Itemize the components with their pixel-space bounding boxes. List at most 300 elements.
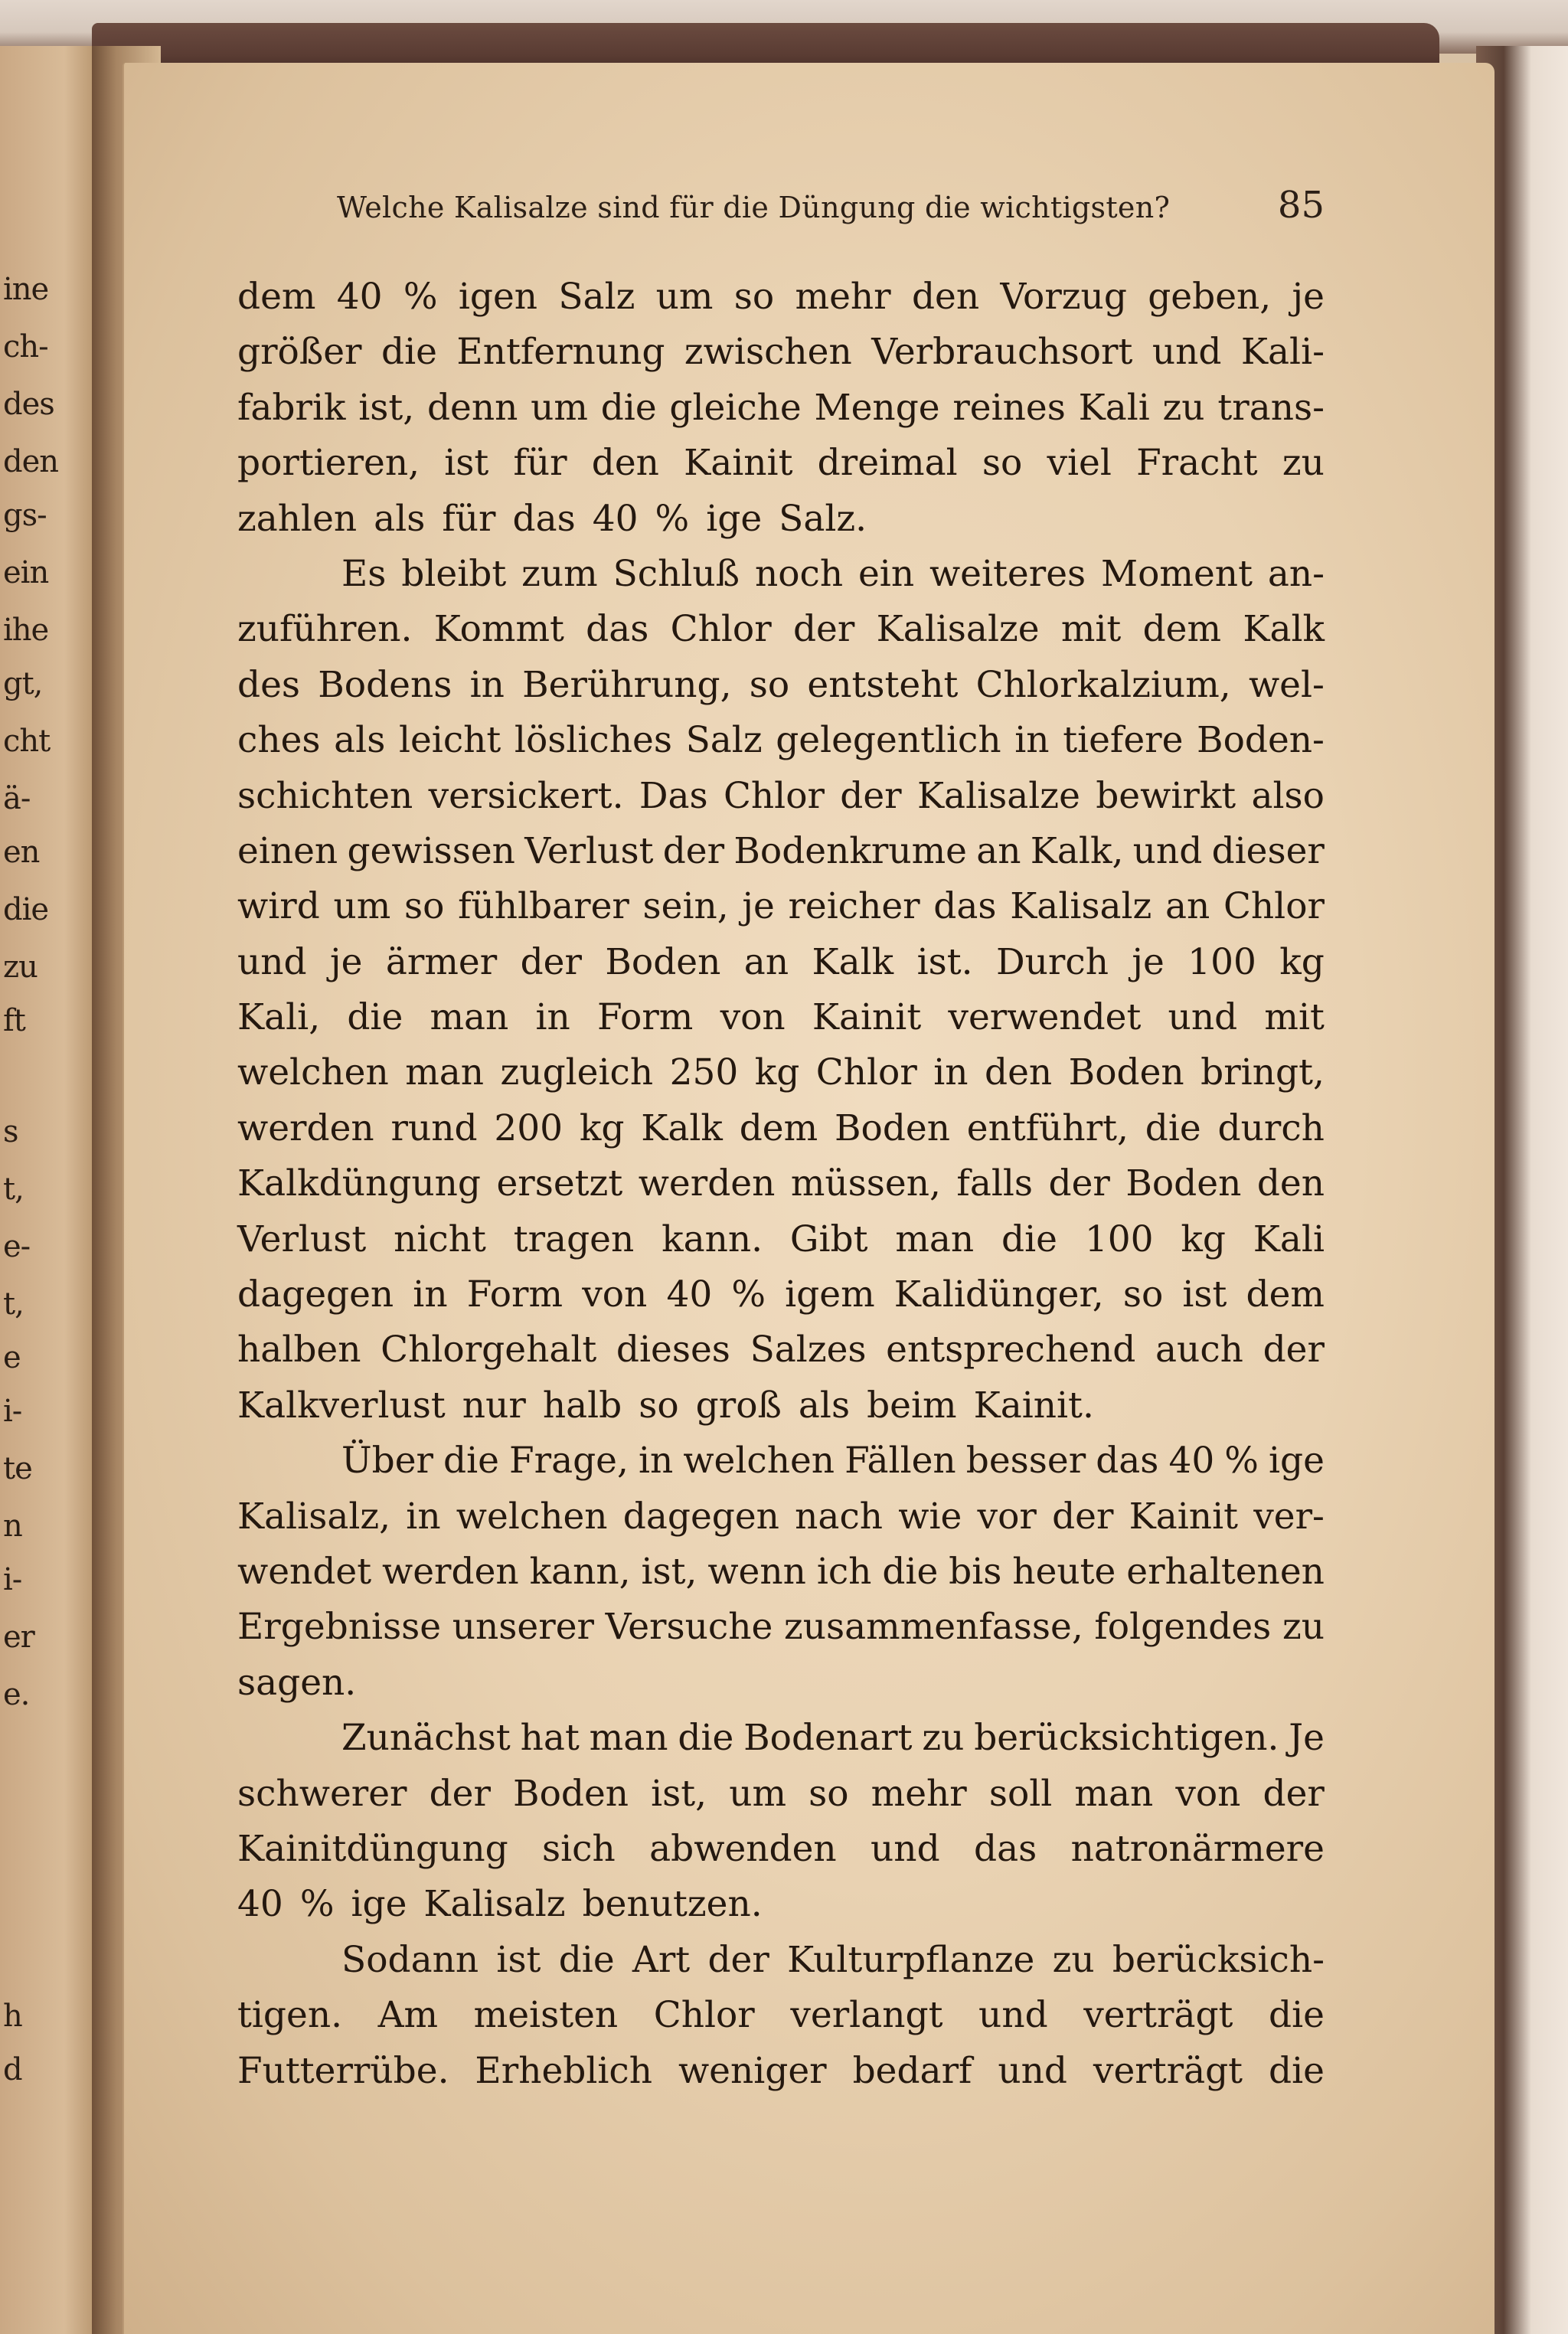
word: Entfernung <box>456 331 665 374</box>
text-line <box>237 436 1325 491</box>
word: benutzen. <box>582 1883 763 1926</box>
word: folgendes <box>1094 1606 1272 1649</box>
word: kg <box>754 1051 800 1094</box>
word: das <box>1096 1440 1159 1482</box>
word: von <box>1175 1772 1241 1815</box>
word: dieser <box>1211 829 1325 872</box>
word: Am <box>377 1994 439 2037</box>
word: Kainit <box>812 996 922 1039</box>
word: igem <box>785 1273 875 1316</box>
word: Zunächst <box>341 1717 511 1760</box>
word: reines <box>952 386 1066 429</box>
word: 40 <box>666 1273 713 1316</box>
word: und <box>871 1827 940 1870</box>
word: leicht <box>398 719 501 762</box>
word: so <box>639 1384 679 1427</box>
word: für <box>513 442 567 485</box>
word: die <box>1001 1218 1057 1260</box>
word: ver- <box>1253 1495 1325 1538</box>
word: hat <box>520 1717 580 1760</box>
word: dreimal <box>817 442 958 485</box>
word: Fällen <box>844 1440 956 1482</box>
word: ist <box>444 442 489 485</box>
text-line <box>237 879 1325 934</box>
word: die <box>381 331 437 374</box>
left-facing-page <box>0 46 107 2334</box>
text-line <box>237 1433 1325 1489</box>
word: die <box>600 386 657 429</box>
word: die <box>1269 1994 1325 2037</box>
word: dem <box>739 1107 818 1149</box>
word: nach <box>795 1495 884 1538</box>
word: das <box>933 885 997 928</box>
word: der <box>662 829 725 872</box>
word: Menge <box>814 386 940 429</box>
word: den <box>591 442 659 485</box>
word: Kali- <box>1240 331 1325 374</box>
word: um <box>655 276 714 318</box>
word: sich <box>542 1827 616 1870</box>
word: 40 <box>1168 1440 1215 1482</box>
word: kg <box>1181 1218 1226 1260</box>
word: berücksich- <box>1112 1938 1325 1981</box>
word: Bodens <box>318 663 452 706</box>
word: Kalidünger, <box>893 1273 1104 1316</box>
word: zugleich <box>500 1051 654 1094</box>
text-line <box>237 1378 1325 1433</box>
left-page-fragment: ft <box>3 1003 25 1038</box>
word: halben <box>237 1329 361 1371</box>
word: Erheblich <box>475 2049 653 2092</box>
word: Boden <box>605 940 721 983</box>
word: tigen. <box>237 1994 343 2037</box>
word: Kulturpflanze <box>787 1938 1035 1981</box>
word: welchen <box>456 1495 608 1538</box>
word: ist, <box>651 1772 707 1815</box>
word: in <box>1014 719 1050 762</box>
left-page-fragment: h <box>3 1999 22 2034</box>
left-page-fragment: d <box>3 2052 22 2087</box>
word: bis <box>949 1550 1002 1593</box>
word: den <box>911 276 980 318</box>
word: weniger <box>678 2049 827 2092</box>
word: Salzes <box>750 1329 867 1371</box>
text-line <box>237 1877 1325 1932</box>
word: in <box>535 996 570 1039</box>
word: zu <box>1282 442 1325 485</box>
word: als <box>798 1384 851 1427</box>
word: Boden <box>1068 1051 1184 1094</box>
word: zuführen. <box>237 608 413 651</box>
word: und <box>978 1994 1048 2037</box>
word: Form <box>597 996 694 1039</box>
text-line <box>237 1489 1325 1545</box>
word: je <box>1292 276 1325 318</box>
word: ige <box>351 1883 407 1926</box>
word: Futterrübe. <box>237 2049 449 2092</box>
word: Chlor <box>670 608 772 651</box>
word: Kalisalze <box>876 608 1040 651</box>
word: trans- <box>1217 386 1325 429</box>
word: Schluß <box>612 552 740 595</box>
word: und <box>1168 996 1238 1039</box>
word: lösliches <box>514 719 672 762</box>
word: ist <box>496 1938 541 1981</box>
word: berücksichtigen. <box>974 1717 1279 1760</box>
word: die <box>347 996 403 1039</box>
word: gewissen <box>347 829 515 872</box>
word: bewirkt <box>1096 774 1236 817</box>
word: 40 <box>237 1883 283 1926</box>
word: welchen <box>237 1051 389 1094</box>
word: in <box>638 1440 674 1482</box>
word: 100 <box>1084 1218 1154 1260</box>
word: kann. <box>662 1218 763 1260</box>
word: igen <box>458 276 538 318</box>
word: Salz <box>558 276 635 318</box>
word: der <box>520 940 582 983</box>
word: viel <box>1047 442 1112 485</box>
word: zum <box>521 552 598 595</box>
word: den <box>985 1051 1053 1094</box>
word: ige <box>1269 1440 1325 1482</box>
word: der <box>1263 1772 1325 1815</box>
word: verträgt <box>1093 2049 1243 2092</box>
word: Moment <box>1101 552 1253 595</box>
left-page-fragment: te <box>3 1451 32 1486</box>
word: ersetzt <box>496 1162 623 1205</box>
word: gelegentlich <box>776 719 1001 762</box>
word: Kainit. <box>973 1384 1094 1427</box>
word: wendet <box>237 1550 372 1593</box>
word: bedarf <box>852 2049 972 2092</box>
text-line <box>237 713 1325 768</box>
word: verlangt <box>790 1994 943 2037</box>
left-page-fragment: en <box>3 835 40 870</box>
word: schwerer <box>237 1772 407 1815</box>
word: durch <box>1217 1107 1325 1149</box>
book-cover-edge <box>92 23 1439 69</box>
word: von <box>720 996 786 1039</box>
word: Gibt <box>789 1218 868 1260</box>
word: in <box>469 663 505 706</box>
word: Art <box>632 1938 691 1981</box>
text-line <box>237 1600 1325 1655</box>
word: bringt, <box>1200 1051 1325 1094</box>
word: ist <box>1182 1273 1227 1316</box>
word: % <box>731 1273 766 1316</box>
word: werden <box>638 1162 776 1205</box>
word: ein <box>858 552 915 595</box>
word: des <box>237 663 301 706</box>
word: % <box>1224 1440 1259 1482</box>
word: so <box>403 885 445 928</box>
word: denn <box>426 386 518 429</box>
word: Bodenkrume <box>733 829 967 872</box>
word: und <box>1132 829 1203 872</box>
word: gleiche <box>669 386 802 429</box>
word: der <box>1263 1329 1325 1371</box>
text-line <box>237 492 1325 547</box>
word: unserer <box>452 1606 594 1649</box>
text-line <box>237 1822 1325 1877</box>
word: Verbrauchsort <box>871 331 1133 374</box>
word: Es <box>341 552 387 595</box>
word: % <box>403 276 438 318</box>
text-line <box>237 1045 1325 1100</box>
word: den <box>1256 1162 1325 1205</box>
word: Kali <box>1078 386 1150 429</box>
left-page-fragment: ein <box>3 555 49 590</box>
word: Kalk <box>641 1107 723 1149</box>
left-page-fragment: e. <box>3 1677 30 1712</box>
word: entsteht <box>807 663 959 706</box>
word: die <box>678 1717 734 1760</box>
word: fühlbarer <box>458 885 629 928</box>
word: Chlorkalzium, <box>975 663 1231 706</box>
word: der <box>429 1772 491 1815</box>
word: je <box>742 885 775 928</box>
word: fabrik <box>237 386 346 429</box>
word: das <box>512 497 576 540</box>
word: abwenden <box>649 1827 837 1870</box>
text-line <box>237 270 1325 325</box>
word: schichten <box>237 774 413 817</box>
word: dem <box>237 276 316 318</box>
text-line <box>237 824 1325 879</box>
word: % <box>655 497 690 540</box>
word: verträgt <box>1083 1994 1233 2037</box>
word: der <box>840 774 902 817</box>
word: zahlen <box>237 497 358 540</box>
word: Sodann <box>341 1938 479 1981</box>
word: dagegen <box>237 1273 394 1316</box>
text-line <box>237 547 1325 602</box>
word: Salz <box>685 719 763 762</box>
word: Kainit <box>684 442 793 485</box>
word: Kalisalz, <box>237 1495 391 1538</box>
running-head <box>337 184 1325 227</box>
word: in <box>406 1495 441 1538</box>
word: Kainit <box>1129 1495 1238 1538</box>
word: und <box>998 2049 1067 2092</box>
word: der <box>792 608 855 651</box>
word: in <box>413 1273 448 1316</box>
word: mit <box>1060 608 1122 651</box>
word: halb <box>542 1384 622 1427</box>
word: dem <box>1246 1273 1325 1316</box>
word: besser <box>965 1440 1086 1482</box>
left-page-fragment: e <box>3 1340 21 1375</box>
word: an <box>976 829 1021 872</box>
word: einen <box>237 829 338 872</box>
word: tragen <box>513 1218 635 1260</box>
left-page-fragment: s <box>3 1114 18 1149</box>
left-page-fragment: gt, <box>3 666 43 701</box>
word: Kainitdüngung <box>237 1827 508 1870</box>
word: je <box>330 940 363 983</box>
word: zu <box>922 1717 965 1760</box>
word: Frage, <box>508 1440 629 1482</box>
left-page-fragment: i- <box>3 1394 22 1429</box>
left-page-fragment: ch- <box>3 329 48 364</box>
word: der <box>707 1938 769 1981</box>
word: mehr <box>795 276 891 318</box>
text-line <box>237 1656 1325 1711</box>
word: dagegen <box>622 1495 779 1538</box>
word: die <box>443 1440 499 1482</box>
word: ich <box>816 1550 872 1593</box>
word: versickert. <box>428 774 624 817</box>
word: also <box>1251 774 1325 817</box>
word: man <box>589 1717 668 1760</box>
word: ige <box>706 497 763 540</box>
word: dem <box>1142 608 1222 651</box>
text-line <box>237 990 1325 1045</box>
running-head-title: Welche Kalisalze sind für die Düngung die wichtigsten? <box>337 191 1171 224</box>
word: ches <box>237 719 321 762</box>
word: ärmer <box>385 940 498 983</box>
left-page-fragment: ihe <box>3 613 49 648</box>
word: um <box>333 885 391 928</box>
left-page-fragment: zu <box>3 950 38 985</box>
left-page-fragment: ä- <box>3 781 31 816</box>
left-page-fragment: cht <box>3 724 51 759</box>
word: soll <box>988 1772 1053 1815</box>
word: entführt, <box>966 1107 1129 1149</box>
word: größer <box>237 331 362 374</box>
word: natronärmere <box>1070 1827 1325 1870</box>
word: sein, <box>642 885 729 928</box>
word: mehr <box>871 1772 967 1815</box>
word: die <box>558 1938 615 1981</box>
word: 40 <box>592 497 639 540</box>
word: Chlor <box>723 774 825 817</box>
text-line <box>237 325 1325 380</box>
word: zu <box>1282 1606 1325 1649</box>
word: man <box>895 1218 975 1260</box>
word: in <box>933 1051 969 1094</box>
word: wird <box>237 885 320 928</box>
text-line <box>237 1767 1325 1822</box>
word: Kali, <box>237 996 321 1039</box>
word: werden <box>382 1550 519 1593</box>
word: müssen, <box>790 1162 941 1205</box>
word: die <box>882 1550 939 1593</box>
word: 250 <box>669 1051 739 1094</box>
word: welchen <box>683 1440 835 1482</box>
word: so <box>733 276 775 318</box>
word: ist. <box>916 940 973 983</box>
word: rund <box>390 1107 478 1149</box>
word: Boden <box>834 1107 950 1149</box>
word: Kalk, <box>1030 829 1124 872</box>
word: zwischen <box>684 331 852 374</box>
word: wenn <box>707 1550 806 1593</box>
word: 200 <box>494 1107 564 1149</box>
text-line <box>237 1988 1325 2043</box>
word: Kalisalze <box>916 774 1080 817</box>
word: meisten <box>473 1994 619 2037</box>
word: ist, <box>641 1550 697 1593</box>
word: an <box>743 940 789 983</box>
word: Verlust <box>237 1218 367 1260</box>
left-page-fragment: ine <box>3 272 49 307</box>
left-page-fragment: i- <box>3 1562 22 1597</box>
word: dieses <box>616 1329 730 1371</box>
word: mit <box>1264 996 1325 1039</box>
text-line <box>237 1933 1325 1988</box>
word: tiefere <box>1063 719 1184 762</box>
word: Chlorgehalt <box>381 1329 597 1371</box>
word: reicher <box>788 885 920 928</box>
word: an- <box>1267 552 1325 595</box>
word: so <box>1122 1273 1164 1316</box>
word: man <box>405 1051 485 1094</box>
word: um <box>729 1772 787 1815</box>
word: % <box>299 1883 335 1926</box>
word: die <box>1268 2049 1325 2092</box>
text-line <box>237 1711 1325 1766</box>
left-page-fragment: die <box>3 892 49 927</box>
word: wie <box>898 1495 962 1538</box>
word: Salz. <box>779 497 867 540</box>
word: Boden <box>513 1772 629 1815</box>
word: sagen. <box>237 1661 357 1704</box>
word: je <box>1132 940 1165 983</box>
word: so <box>808 1772 849 1815</box>
left-page-fragment: t, <box>3 1286 24 1322</box>
word: der <box>1052 1495 1114 1538</box>
word: Chlor <box>815 1051 917 1094</box>
left-page-fragment: des <box>3 387 54 422</box>
word: so <box>982 442 1023 485</box>
word: erhaltenen <box>1126 1550 1325 1593</box>
word: Verlust <box>524 829 654 872</box>
word: an <box>1165 885 1210 928</box>
word: Kalisalz <box>1010 885 1152 928</box>
left-page-fragment: t, <box>3 1172 24 1207</box>
word: wel- <box>1248 663 1325 706</box>
word: zu <box>1052 1938 1095 1981</box>
word: die <box>1145 1107 1201 1149</box>
word: nicht <box>394 1218 486 1260</box>
word: Chlor <box>653 1994 755 2037</box>
word: zu <box>1162 386 1205 429</box>
word: Fracht <box>1136 442 1258 485</box>
word: für <box>442 497 496 540</box>
text-line <box>237 602 1325 657</box>
word: das <box>586 608 649 651</box>
word: so <box>749 663 790 706</box>
word: zusammenfasse, <box>783 1606 1083 1649</box>
text-line <box>237 769 1325 824</box>
word: 100 <box>1187 940 1256 983</box>
word: Chlor <box>1223 885 1325 928</box>
text-line <box>237 1212 1325 1267</box>
word: Das <box>639 774 708 817</box>
text-line <box>237 381 1325 436</box>
word: vor <box>977 1495 1037 1538</box>
word: von <box>582 1273 648 1316</box>
word: und <box>237 940 307 983</box>
page-number: 85 <box>1277 184 1325 227</box>
word: und <box>1152 331 1222 374</box>
text-line <box>237 1267 1325 1322</box>
text-line <box>237 1101 1325 1156</box>
word: Kalkverlust <box>237 1384 446 1427</box>
text-line <box>237 1322 1325 1378</box>
